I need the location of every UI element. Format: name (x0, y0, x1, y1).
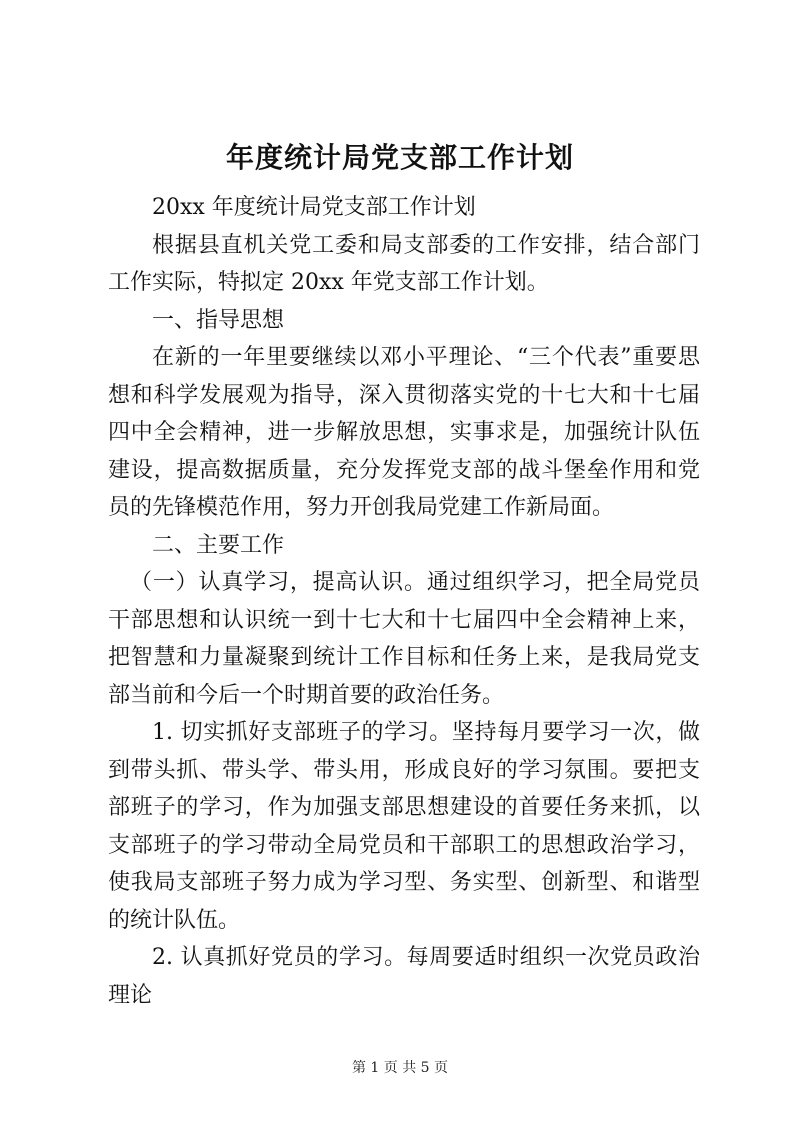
paragraph-study-awareness: （一）认真学习，提高认识。通过组织学习，把全局党员干部思想和认识统一到十七大和十七届四中全会精神上来，把智慧和力量凝聚到统计工作目标和任务上来，是我局党支部当前和今后一个时期首要的政治任务。 (108, 570, 700, 708)
section-heading-guiding-ideology: 一、指导思想 (152, 307, 285, 333)
section-heading-main-work: 二、主要工作 (152, 532, 285, 558)
document-body (108, 189, 700, 1014)
page-number-footer: 第 1 页 共 5 页 (351, 1060, 449, 1076)
document-title: 年度统计局党支部工作计划 (225, 141, 574, 174)
paragraph-guiding-ideology: 在新的一年里要继续以邓小平理论、“三个代表”重要思想和科学发展观为指导，深入贯彻落实党的十七大和十七届四中全会精神，进一步解放思想，实事求是，加强统计队伍建设，提高数据质量，充分发挥党支部的战斗堡垒作用和党员的先锋模范作用，努力开创我局党建工作新局面。 (108, 345, 700, 520)
paragraph-subtitle: 20xx 年度统计局党支部工作计划 (152, 195, 476, 220)
paragraph-item-2: 2. 认真抓好党员的学习。每周要适时组织一次党员政治理论 (108, 945, 700, 1008)
paragraph-item-1: 1. 切实抓好支部班子的学习。坚持每月要学习一次，做到带头抓、带头学、带头用，形成良好的学习氛围。要把支部班子的学习，作为加强支部思想建设的首要任务来抓，以支部班子的学习带动全局党员和干部职工的思想政治学习，使我局支部班子努力成为学习型、务实型、创新型、和谐型的统计队伍。 (108, 720, 700, 933)
paragraph-intro: 根据县直机关党工委和局支部委的工作安排，结合部门工作实际，特拟定 20xx 年党支部工作计划。 (108, 232, 700, 295)
